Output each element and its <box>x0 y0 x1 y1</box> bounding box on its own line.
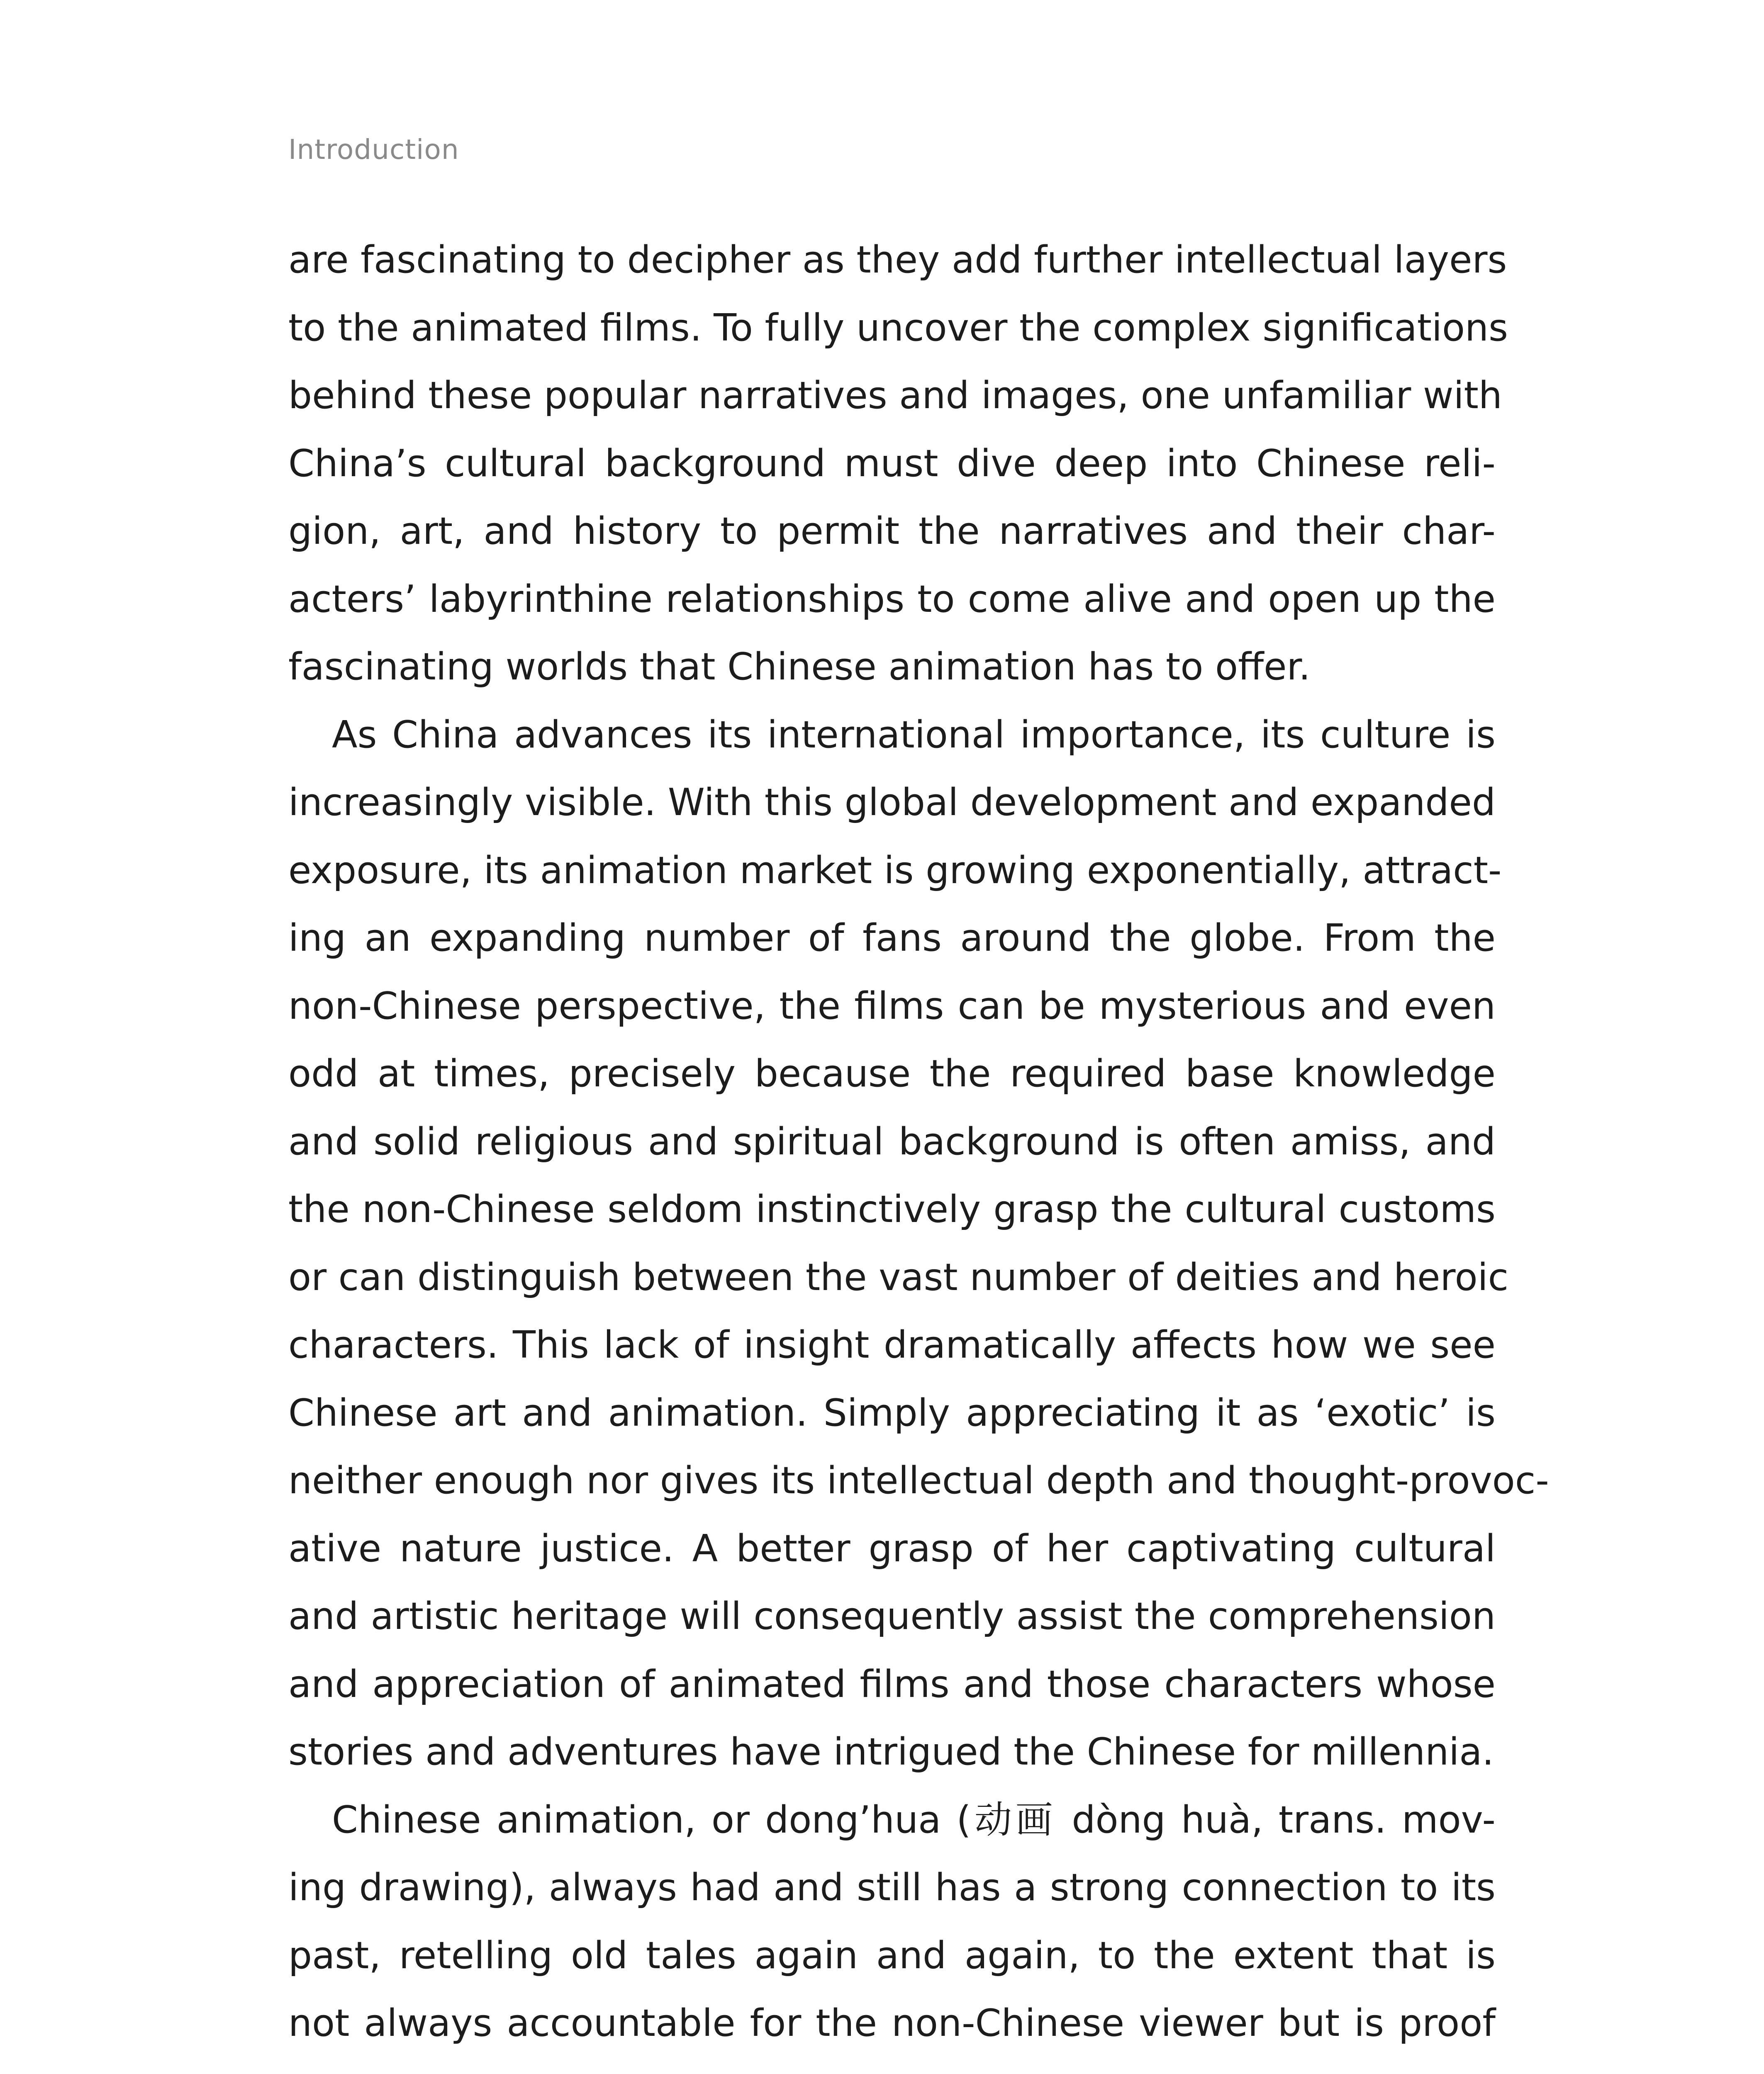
text-line: As China advances its international importance, its culture is <box>332 713 1496 757</box>
text-line: and appreciation of animated films and those characters whose <box>288 1662 1496 1706</box>
running-head: Introduction <box>288 134 459 166</box>
text-line: behind these popular narratives and images, one unfamiliar with <box>288 374 1502 417</box>
text-line: past, retelling old tales again and again, to the extent that is <box>288 1933 1496 1977</box>
text-line: exposure, its animation market is growing exponentially, attract- <box>288 848 1502 892</box>
text-line: gion, art, and history to permit the narratives and their char- <box>288 509 1496 553</box>
text-line: ative nature justice. A better grasp of her captivating cultural <box>288 1526 1496 1570</box>
text-line: and artistic heritage will consequently assist the comprehension <box>288 1594 1496 1638</box>
text-line: ing drawing), always had and still has a strong connection to its <box>288 1866 1496 1909</box>
text-line: to the animated films. To fully uncover the complex significations <box>288 306 1508 350</box>
text-line: and solid religious and spiritual background is often amiss, and <box>288 1120 1496 1164</box>
body-text <box>288 226 1549 2057</box>
text-line: fascinating worlds that Chinese animation has to offer. <box>288 645 1311 689</box>
text-line: Chinese art and animation. Simply appreciating it as ‘exotic’ is <box>288 1391 1496 1435</box>
text-line: increasingly visible. With this global development and expanded <box>288 781 1496 824</box>
text-line: non-Chinese perspective, the films can be mysterious and even <box>288 984 1496 1028</box>
text-line: acters’ labyrinthine relationships to come alive and open up the <box>288 577 1496 621</box>
text-line: not always accountable for the non-Chinese viewer but is proof <box>288 2001 1496 2045</box>
text-line: neither enough nor gives its intellectual depth and thought-provoc- <box>288 1459 1549 1502</box>
text-line: characters. This lack of insight dramatically affects how we see <box>288 1323 1496 1367</box>
text-line: are fascinating to decipher as they add further intellectual layers <box>288 238 1507 282</box>
text-line: China’s cultural background must dive deep into Chinese reli- <box>288 441 1496 485</box>
text-line: or can distinguish between the vast number of deities and heroic <box>288 1255 1509 1299</box>
text-line: stories and adventures have intrigued the Chinese for millennia. <box>288 1730 1494 1774</box>
text-line: odd at times, precisely because the required base knowledge <box>288 1052 1496 1095</box>
text-line: the non-Chinese seldom instinctively grasp the cultural customs <box>288 1188 1496 1231</box>
text-line: ing an expanding number of fans around the globe. From the <box>288 916 1496 960</box>
text-line: Chinese animation, or dong’hua (动画 dòng huà, trans. mov- <box>332 1798 1496 1842</box>
